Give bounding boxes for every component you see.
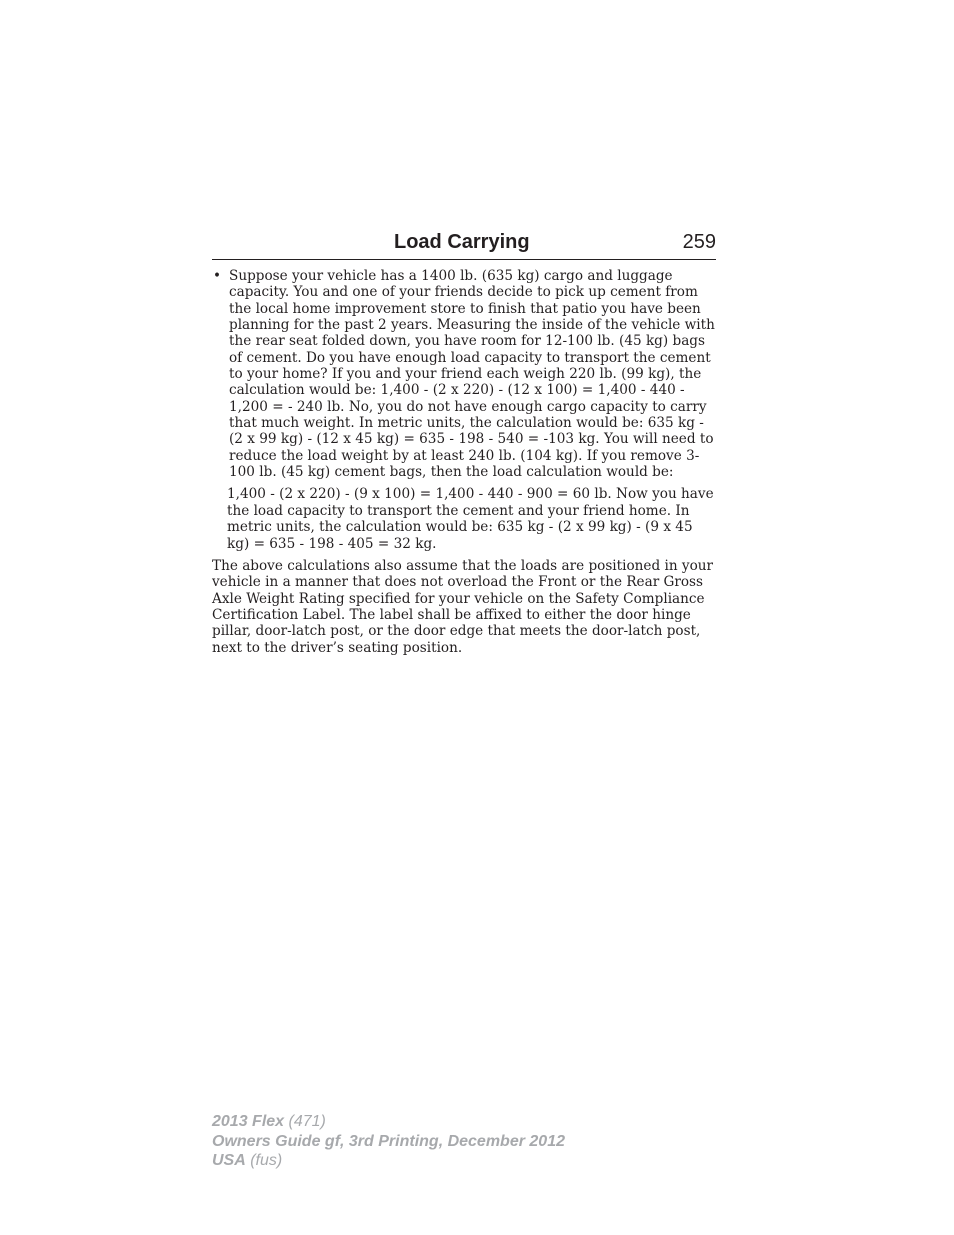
footer-model: 2013 Flex: [212, 1113, 285, 1130]
bullet-icon: •: [213, 268, 222, 284]
footer-edition: Owners Guide gf, 3rd Printing, December 2012: [212, 1132, 565, 1150]
footer-market-code: (fus): [245, 1152, 283, 1169]
body-content: [212, 268, 716, 656]
page-header: [212, 228, 716, 260]
indented-paragraph: 1,400 - (2 x 220) - (9 x 100) = 1,400 - 440 - 900 = 60 lb. Now you have the load capacity to transport the cement and your friend home. In metric units, the calculation would be: 635 kg - (2 x 99 kg) - (9 x 45 kg) = 635 - 198 - 405 = 32 kg.: [227, 486, 714, 552]
footer-market: USA: [212, 1152, 246, 1169]
footer-line-3: [212, 1151, 565, 1171]
page-number: 259: [682, 231, 716, 253]
section-title: Load Carrying: [394, 231, 530, 253]
body-paragraph: The above calculations also assume that the loads are positioned in your vehicle in a manner that does not overload the Front or the Rear Gross Axle Weight Rating specified for your vehicle on the Safety Compliance Certification Label. The label shall be affixed to either the door hinge pillar, door-latch post, or the door edge that meets the door-latch post, next to the driver’s seating position.: [212, 557, 714, 656]
bullet-paragraph: Suppose your vehicle has a 1400 lb. (635 kg) cargo and luggage capacity. You and one of your friends decide to pick up cement from the local home improvement store to finish that patio you have been planning for the past 2 years. Measuring the inside of the vehicle with the rear seat folded down, you have room for 12-100 lb. (45 kg) bags of cement. Do you have enough load capacity to transport the cement to your home? If you and your friend each weigh 220 lb. (99 kg), the calculation would be: 1,400 - (2 x 220) - (12 x 100) = 1,400 - 440 - 1,200 = - 240 lb. No, you do not have enough cargo capacity to carry that much weight. In metric units, the calculation would be: 635 kg - (2 x 99 kg) - (12 x 45 kg) = 635 - 198 - 540 = -103 kg. You will need to reduce the load weight by at least 240 lb. (104 kg). If you remove 3-100 lb. (45 kg) cement bags, then the load calculation would be:: [229, 268, 715, 481]
footer-line-2: [212, 1132, 565, 1152]
footer-model-code: (471): [284, 1113, 326, 1130]
footer-line-1: [212, 1112, 565, 1132]
page-footer: [212, 1112, 565, 1171]
list-item: [212, 268, 716, 480]
